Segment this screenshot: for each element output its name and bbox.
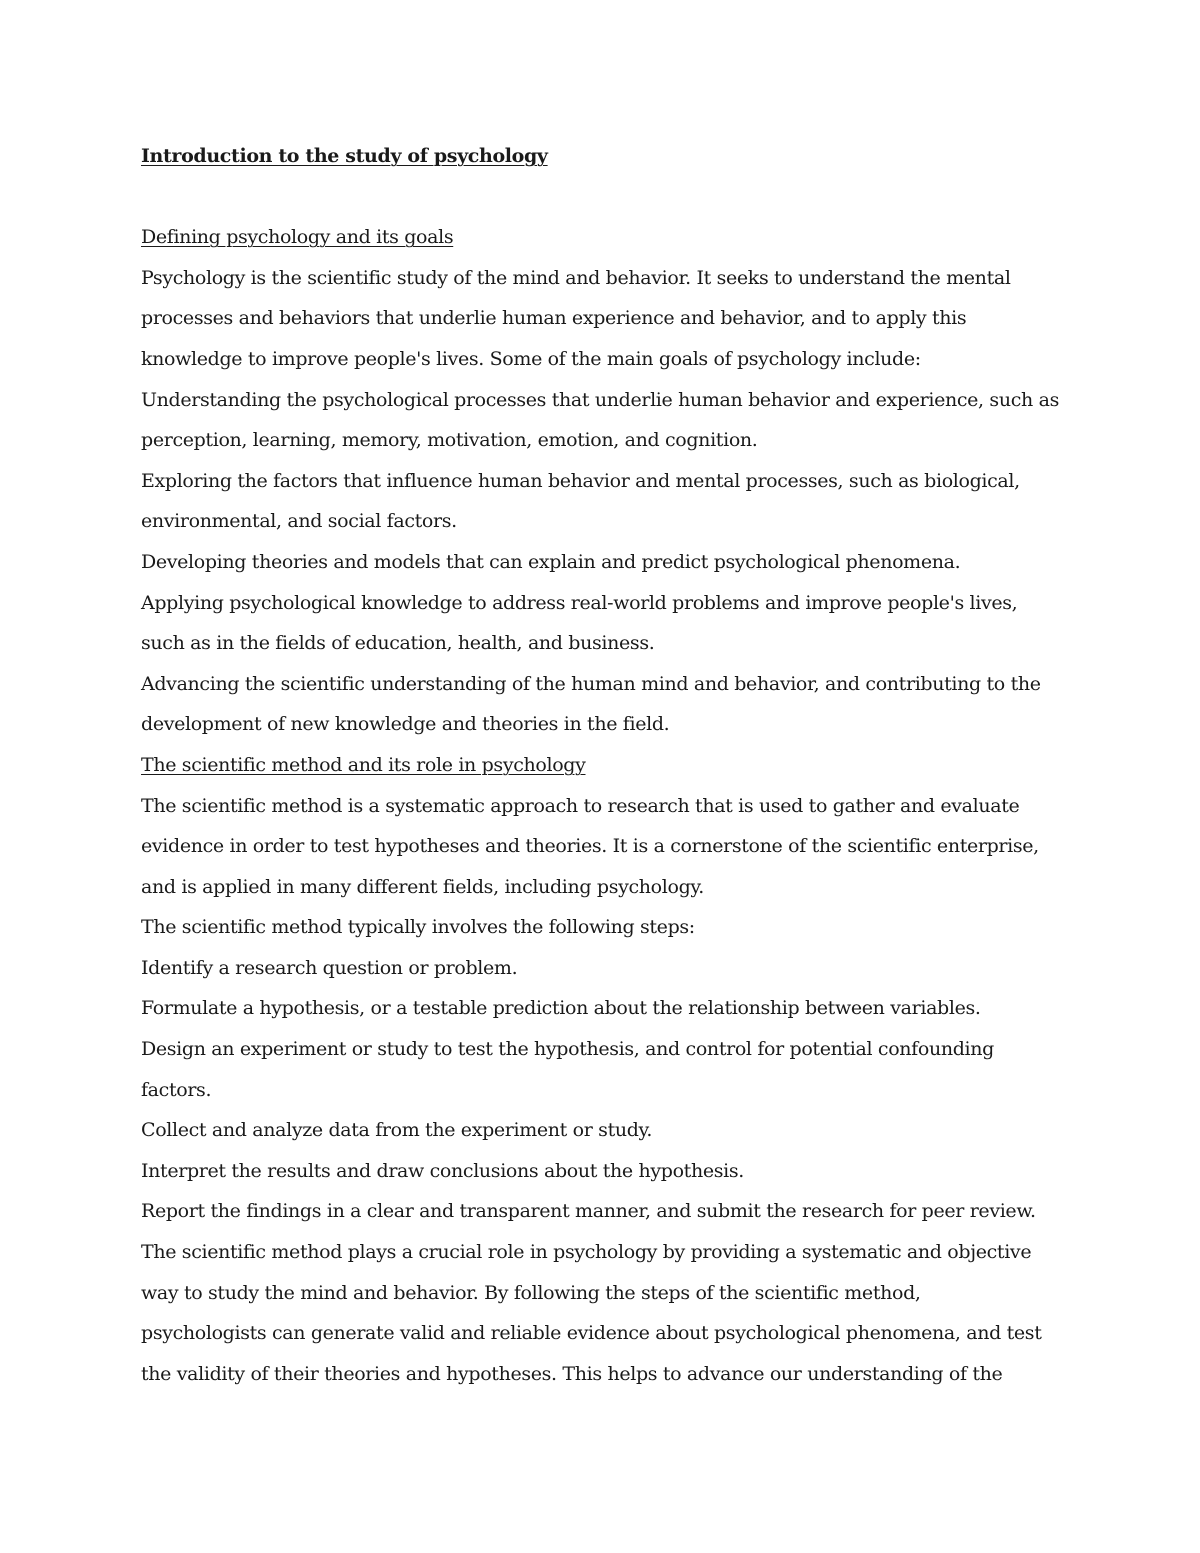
paragraph-line: Interpret the results and draw conclusions about the hypothesis.	[141, 1159, 744, 1182]
paragraph-line: Applying psychological knowledge to address real-world problems and improve people's lives,	[141, 591, 1018, 614]
paragraph-line: such as in the fields of education, health, and business.	[141, 632, 655, 655]
paragraph-line: Formulate a hypothesis, or a testable prediction about the relationship between variables.	[141, 997, 981, 1020]
paragraph-line: environmental, and social factors.	[141, 510, 457, 533]
section-heading-defining-psychology: Defining psychology and its goals	[141, 226, 454, 249]
paragraph-line: Identify a research question or problem.	[141, 956, 518, 979]
section-heading-scientific-method: The scientific method and its role in psychology	[141, 753, 586, 776]
paragraph-line: The scientific method plays a crucial role in psychology by providing a systematic and objective	[141, 1241, 1032, 1264]
paragraph-line: evidence in order to test hypotheses and theories. It is a cornerstone of the scientific enterprise,	[141, 835, 1039, 858]
paragraph-line: factors.	[141, 1078, 212, 1101]
paragraph-line: The scientific method typically involves the following steps:	[141, 916, 695, 939]
paragraph-line: and is applied in many different fields, including psychology.	[141, 875, 704, 898]
document-title: Introduction to the study of psychology	[141, 145, 548, 167]
paragraph-line: knowledge to improve people's lives. Some of the main goals of psychology include:	[141, 347, 921, 370]
blank-line	[141, 177, 1071, 218]
paragraph-line: Psychology is the scientific study of the mind and behavior. It seeks to understand the mental	[141, 266, 1011, 289]
document-body	[141, 136, 1071, 1394]
paragraph-line: psychologists can generate valid and reliable evidence about psychological phenomena, and test	[141, 1322, 1042, 1345]
paragraph-line: Report the findings in a clear and transparent manner, and submit the research for peer review.	[141, 1200, 1036, 1223]
paragraph-line: The scientific method is a systematic approach to research that is used to gather and evaluate	[141, 794, 1020, 817]
paragraph-line: Advancing the scientific understanding of the human mind and behavior, and contributing to the	[141, 672, 1041, 695]
paragraph-line: processes and behaviors that underlie human experience and behavior, and to apply this	[141, 307, 967, 330]
paragraph-line: Collect and analyze data from the experiment or study.	[141, 1119, 653, 1142]
paragraph-line: Exploring the factors that influence human behavior and mental processes, such as biological,	[141, 469, 1020, 492]
paragraph-line: the validity of their theories and hypotheses. This helps to advance our understanding of the	[141, 1362, 1003, 1385]
paragraph-line: way to study the mind and behavior. By following the steps of the scientific method,	[141, 1281, 921, 1304]
paragraph-line: perception, learning, memory, motivation, emotion, and cognition.	[141, 429, 758, 452]
paragraph-line: Understanding the psychological processes that underlie human behavior and experience, such as	[141, 388, 1059, 411]
paragraph-line: Developing theories and models that can explain and predict psychological phenomena.	[141, 550, 961, 573]
paragraph-line: Design an experiment or study to test the hypothesis, and control for potential confounding	[141, 1038, 994, 1061]
paragraph-line: development of new knowledge and theories in the field.	[141, 713, 670, 736]
